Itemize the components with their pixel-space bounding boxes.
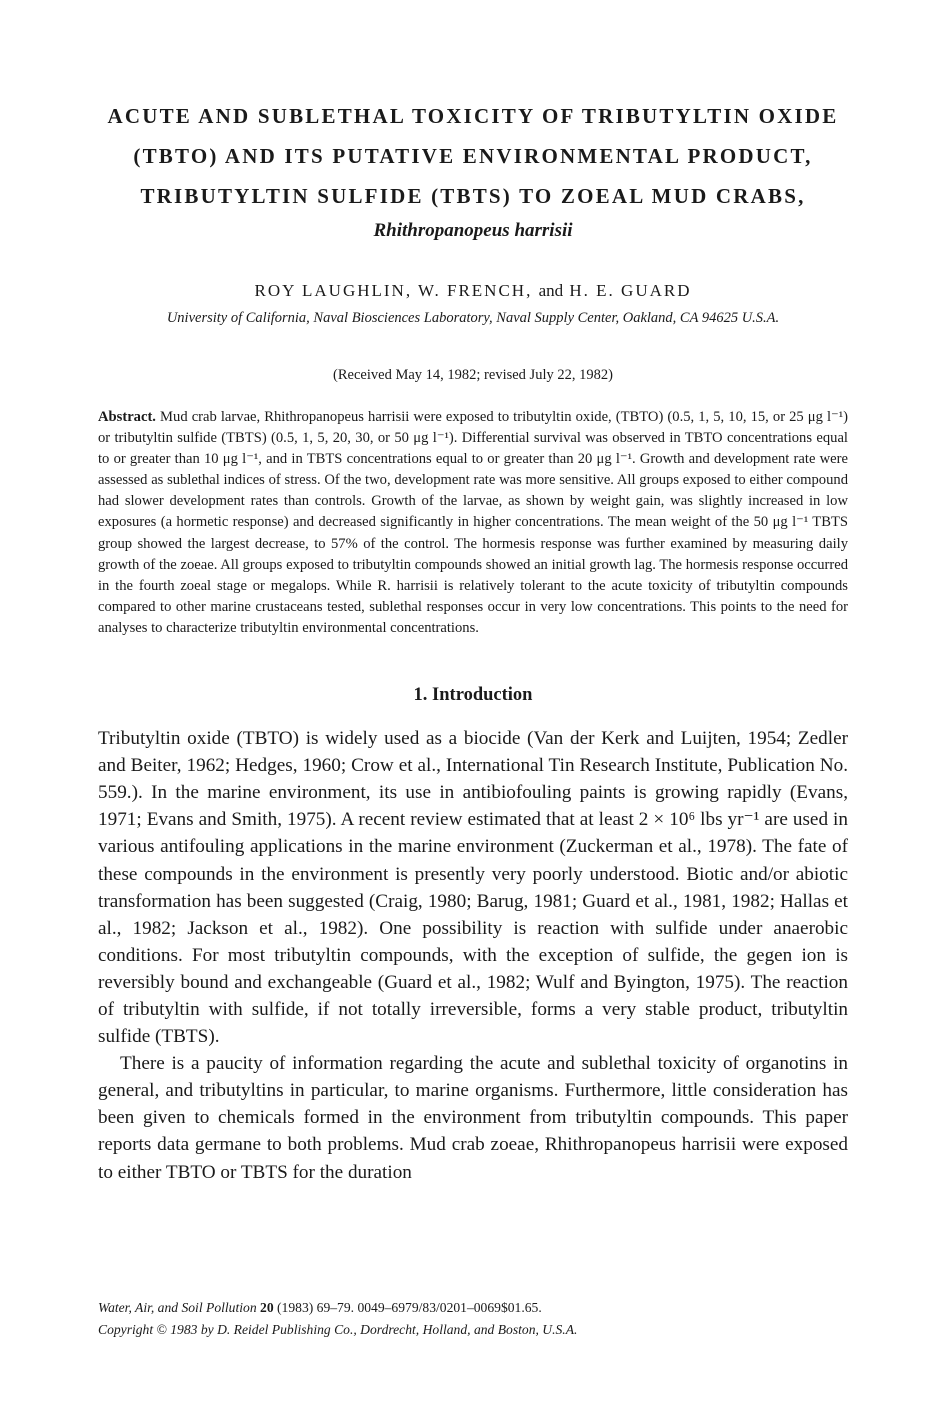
copyright-line: Copyright © 1983 by D. Reidel Publishing Co., Dordrecht, Holland, and Boston, U.S.A. bbox=[98, 1322, 578, 1337]
abstract bbox=[98, 407, 848, 639]
title-line-3: TRIBUTYLTIN SULFIDE (TBTS) TO ZOEAL MUD CRABS, bbox=[140, 184, 806, 208]
intro-paragraph-1: Tributyltin oxide (TBTO) is widely used as a biocide (Van der Kerk and Luijten, 1954; Zedler and Beiter, 1962; Hedges, 1960; Crow et al., International Tin Research Institute, Publication No. 559.). In the marine environment, its use in antibiofouling paints is growing rapidly (Evans, 1971; Evans and Smith, 1975). A recent review estimated that at least 2 × 10⁶ lbs yr⁻¹ are used in various antifouling applications in the marine environment (Zuckerman et al., 1978). The fate of these compounds in the environment is presently very poorly understood. Biotic and/or abiotic transformation has been suggested (Craig, 1980; Barug, 1981; Guard et al., 1981, 1982; Hallas et al., 1982; Jackson et al., 1982). One possibility is reaction with sulfide under anaerobic conditions. For most tributyltin compounds, with the exception of sulfide, the gegen ion is reversibly bound and exchangeable (Guard et al., 1982; Wulf and Byington, 1975). The reaction of tributyltin with sulfide, if not totally irreversible, forms a very stable product, tributyltin sulfide (TBTS). bbox=[98, 728, 848, 1048]
journal-name: Water, Air, and Soil Pollution bbox=[98, 1300, 257, 1315]
journal-citation: (1983) 69–79. 0049–6979/83/0201–0069$01.65. bbox=[277, 1300, 542, 1315]
introduction-body bbox=[98, 725, 848, 1186]
author-names-a: ROY LAUGHLIN, W. FRENCH, bbox=[254, 281, 533, 300]
article-page bbox=[98, 96, 848, 1186]
article-title bbox=[98, 96, 848, 216]
section-heading: 1. Introduction bbox=[413, 685, 533, 706]
page-footer bbox=[98, 1297, 577, 1341]
author-list bbox=[98, 280, 848, 302]
author-and: and bbox=[538, 281, 564, 300]
journal-volume: 20 bbox=[260, 1300, 274, 1315]
received-dates: (Received May 14, 1982; revised July 22, 1982) bbox=[333, 367, 613, 383]
affiliation: University of California, Naval Biosciences Laboratory, Naval Supply Center, Oakland, CA 94625 U.S.A. bbox=[166, 310, 780, 326]
author-names-b: H. E. GUARD bbox=[569, 281, 692, 300]
title-line-2: (TBTO) AND ITS PUTATIVE ENVIRONMENTAL PRODUCT, bbox=[133, 144, 813, 168]
title-line-1: ACUTE AND SUBLETHAL TOXICITY OF TRIBUTYLTIN OXIDE bbox=[107, 104, 839, 128]
intro-paragraph-2: There is a paucity of information regarding the acute and sublethal toxicity of organotins in general, and tributyltins in particular, to marine organisms. Furthermore, little consideration has been given to chemicals formed in the environment from tributyltin compounds. This paper reports data germane to both problems. Mud crab zoeae, Rhithropanopeus harrisii were exposed to either TBTO or TBTS for the duration bbox=[98, 1053, 848, 1183]
abstract-text: Mud crab larvae, Rhithropanopeus harrisii were exposed to tributyltin oxide, (TBTO) (0.5, 1, 5, 10, 15, or 25 μg l⁻¹) or tributyltin sulfide (TBTS) (0.5, 1, 5, 20, 30, or 50 μg l⁻¹). Differential survival was observed in TBTO concentrations equal to or greater than 10 μg l⁻¹, and in TBTS concentrations equal to or greater than 20 μg l⁻¹. Growth and development rate were assessed as sublethal indices of stress. Of the two, development rate was more sensitive. All groups exposed to either compound had slower development rates than controls. Growth of the larvae, as shown by weight gain, was slightly increased in low exposures (a hormetic response) and decreased significantly in higher concentrations. The mean weight of the 50 μg l⁻¹ TBTS group showed the largest decrease, to 57% of the control. The hormesis response was further examined by measuring daily growth of the zoeae. All groups exposed to tributyltin compounds showed an initial growth lag. The hormesis response occurred in the fourth zoeal stage or megalops. While R. harrisii is relatively tolerant to the acute toxicity of tributyltin compounds compared to other marine crustaceans tested, sublethal responses occur in very low concentrations. This points to the need for analyses to characterize tributyltin environmental concentrations. bbox=[98, 409, 848, 636]
citation-line bbox=[98, 1297, 577, 1319]
abstract-label: Abstract. bbox=[98, 409, 156, 425]
title-species: Rhithropanopeus harrisii bbox=[373, 220, 573, 241]
